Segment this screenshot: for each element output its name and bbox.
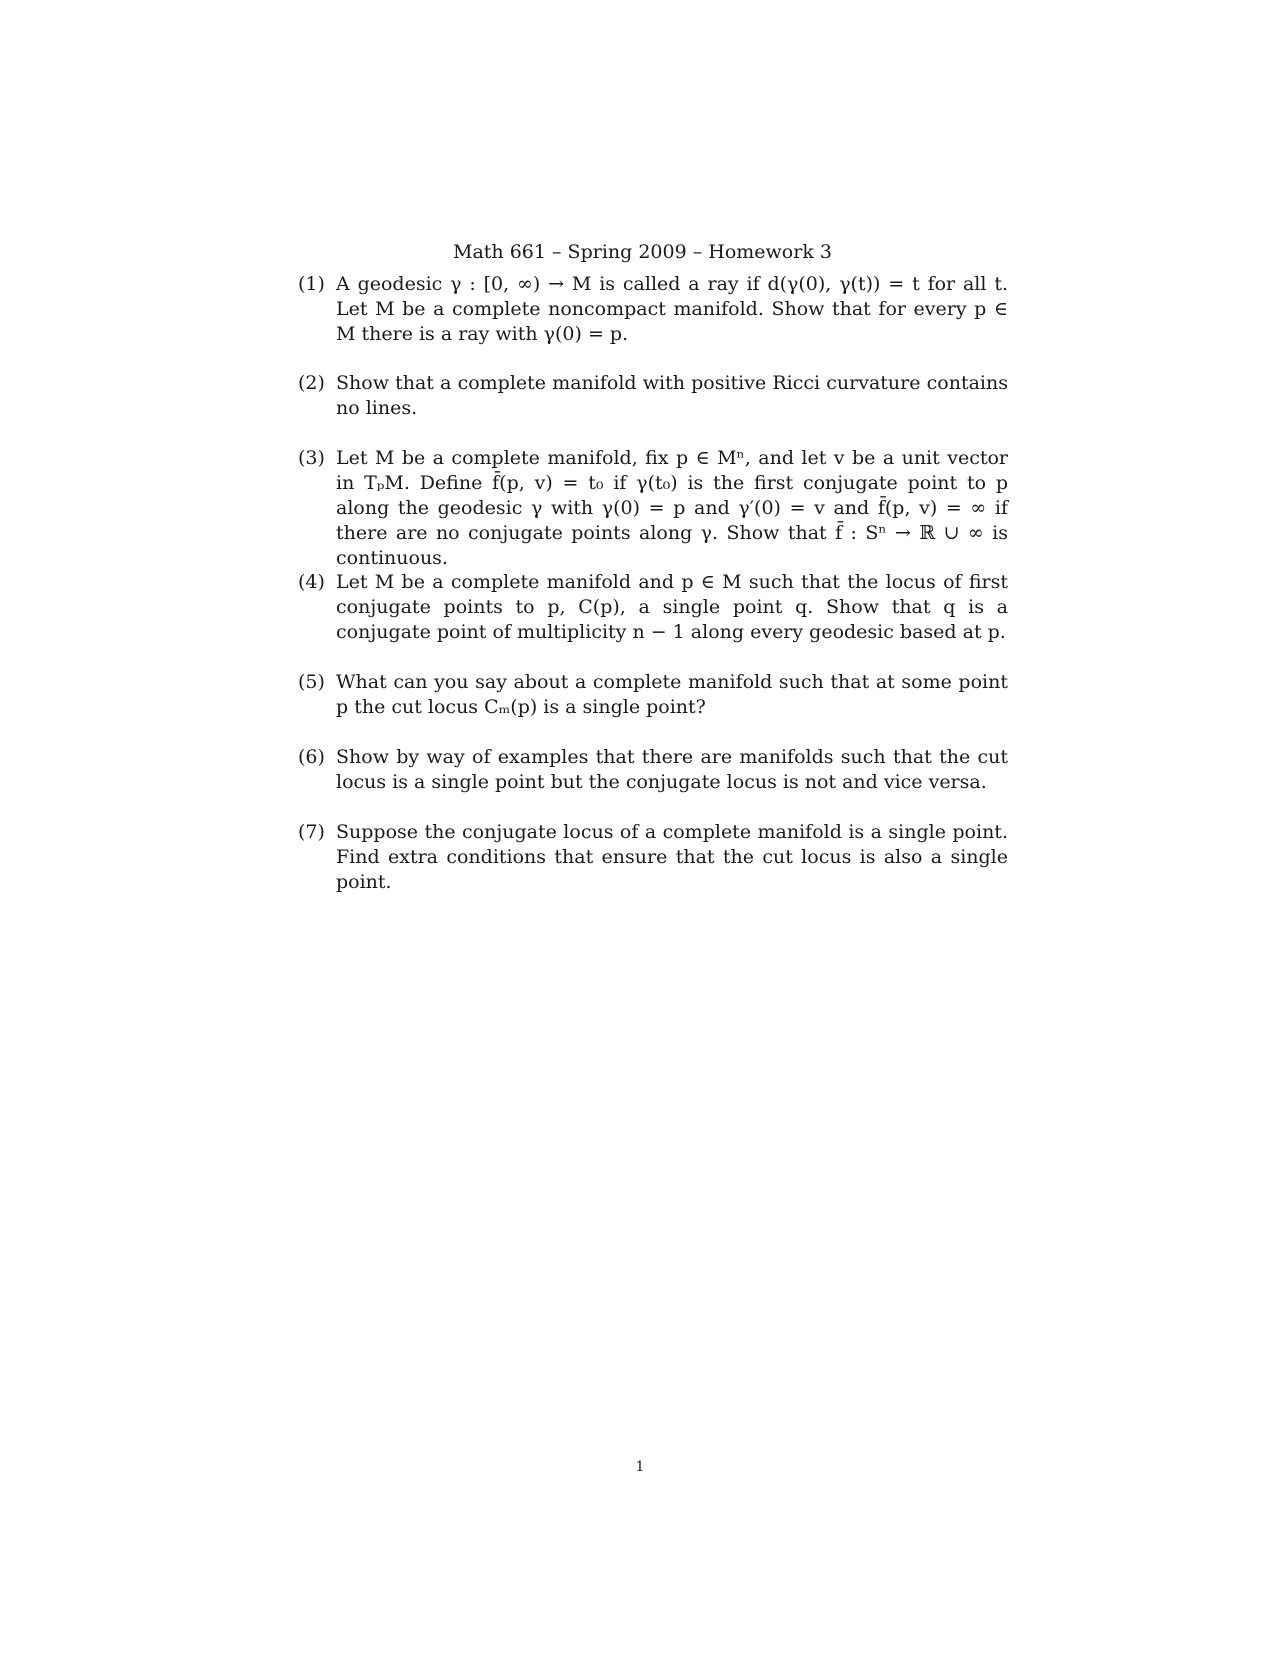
problem-6 (298, 745, 1008, 795)
problem-text: Let M be a complete manifold and p ∈ M such that the locus of first conjugate points to p, C(p), a single point q. Show that q is a conjugate point of multiplicity n − 1 along every geodesic based at p. (336, 571, 1008, 643)
page-number: 1 (635, 1459, 645, 1475)
problem-number: (3) (298, 447, 325, 469)
problem-text: A geodesic γ : [0, ∞) → M is called a ray if d(γ(0), γ(t)) = t for all t. Let M be a complete noncompact manifold. Show that for every p ∈ M there is a ray with γ(0) = p. (336, 273, 1008, 345)
problem-5 (298, 670, 1008, 720)
problem-3 (298, 446, 1008, 571)
problem-number: (6) (298, 746, 325, 768)
problem-number: (2) (298, 372, 325, 394)
problem-4 (298, 570, 1008, 645)
problem-1 (298, 272, 1008, 347)
page-title: Math 661 – Spring 2009 – Homework 3 (453, 241, 832, 263)
problem-number: (7) (298, 821, 325, 843)
problem-number: (5) (298, 671, 325, 693)
problem-2 (298, 371, 1008, 421)
problem-number: (1) (298, 273, 325, 295)
problem-number: (4) (298, 571, 325, 593)
problem-text: Show by way of examples that there are manifolds such that the cut locus is a single point but the conjugate locus is not and vice versa. (336, 746, 1008, 793)
problem-text: Show that a complete manifold with positive Ricci curvature contains no lines. (336, 372, 1008, 419)
problem-text: What can you say about a complete manifold such that at some point p the cut locus Cₘ(p) is a single point? (336, 671, 1008, 718)
problem-7 (298, 820, 1008, 895)
problem-text: Suppose the conjugate locus of a complete manifold is a single point. Find extra conditions that ensure that the cut locus is also a single point. (336, 821, 1008, 893)
problem-text: Let M be a complete manifold, fix p ∈ Mⁿ, and let v be a unit vector in TₚM. Define f̄(p, v) = t₀ if γ(t₀) is the first conjugate point to p along the geodesic γ with γ(0) = p and γ′(0) = v and f̄(p, v) = ∞ if there are no conjugate points along γ. Show that f̄ : Sⁿ → ℝ ∪ ∞ is continuous. (336, 447, 1008, 569)
